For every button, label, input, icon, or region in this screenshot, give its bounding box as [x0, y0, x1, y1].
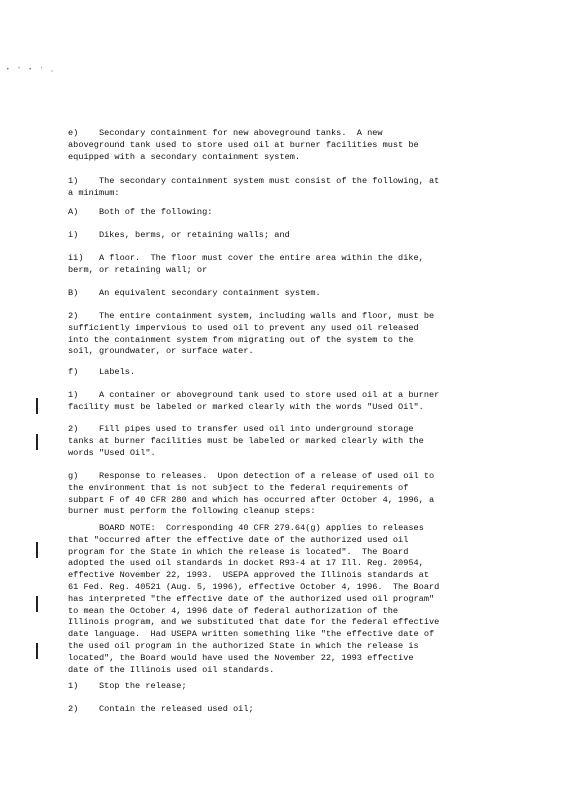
paragraph-i-dikes: i) Dikes, berms, or retaining walls; and	[68, 230, 290, 240]
scan-artifact: • ° • ' ,	[6, 66, 57, 73]
paragraph-ii-floor: ii) A floor. The floor must cover the entire area within the dike, berm, or retaining wall; or	[68, 253, 424, 275]
paragraph-g-response-to-releases: g) Response to releases. Upon detection of a release of used oil to the environment that is not subject to the federal requirements of subpart F of 40 CFR 280 and which has occurred after October 4, 1996, a burner must perform the following cleanup steps:	[68, 471, 435, 517]
paragraph-f1-container-label: 1) A container or aboveground tank used to store used oil at a burner facility must be labeled or marked clearly with the words "Used Oil".	[68, 390, 440, 412]
paragraph-e2-impervious: 2) The entire containment system, including walls and floor, must be sufficiently impervious to used oil to prevent any used oil released into the containment system from migrating out of the system to the soil, groundwater, or surface water.	[68, 311, 435, 357]
paragraph-g1-stop-release: 1) Stop the release;	[68, 681, 187, 691]
revision-bar	[36, 542, 38, 558]
paragraph-B-equivalent: B) An equivalent secondary containment system.	[68, 288, 321, 298]
paragraph-A-both: A) Both of the following:	[68, 207, 213, 217]
paragraph-f-labels: f) Labels.	[68, 367, 136, 377]
revision-bar	[36, 434, 38, 450]
board-note: BOARD NOTE: Corresponding 40 CFR 279.64(g) applies to releases that "occurred after the effective date of the authorized used oil program for the State in which the release is located". The Board adopted the used oil standards in docket R93-4 at 17 Ill. Reg. 20954, effective November 22, 1993. USEPA approved the Illinois standards at 61 Fed. Reg. 40521 (Aug. 5, 1996), effective October 4, 1996. The Board has interpreted "the effective date of the authorized used oil program" to mean the October 4, 1996 date of federal authorization of the Illinois program, and we substituted that date for the federal effective date language. Had USEPA written something like "the effective date of the used oil program in the authorized State in which the release is located", the Board would have used the November 22, 1993 effective date of the Illinois used oil standards.	[68, 523, 440, 675]
paragraph-e1-system-requirements: 1) The secondary containment system must consist of the following, at a minimum:	[68, 176, 440, 198]
paragraph-f2-fill-pipes: 2) Fill pipes used to transfer used oil into underground storage tanks at burner facilities must be labeled or marked clearly with the words "Used Oil".	[68, 424, 424, 458]
paragraph-e-secondary-containment: e) Secondary containment for new aboveground tanks. A new aboveground tank used to store used oil at burner facilities must be equipped with a secondary containment system.	[68, 128, 419, 162]
paragraph-g2-contain-release: 2) Contain the released used oil;	[68, 704, 254, 714]
revision-bar	[36, 398, 38, 414]
revision-bar	[36, 596, 38, 612]
revision-bar	[36, 643, 38, 659]
